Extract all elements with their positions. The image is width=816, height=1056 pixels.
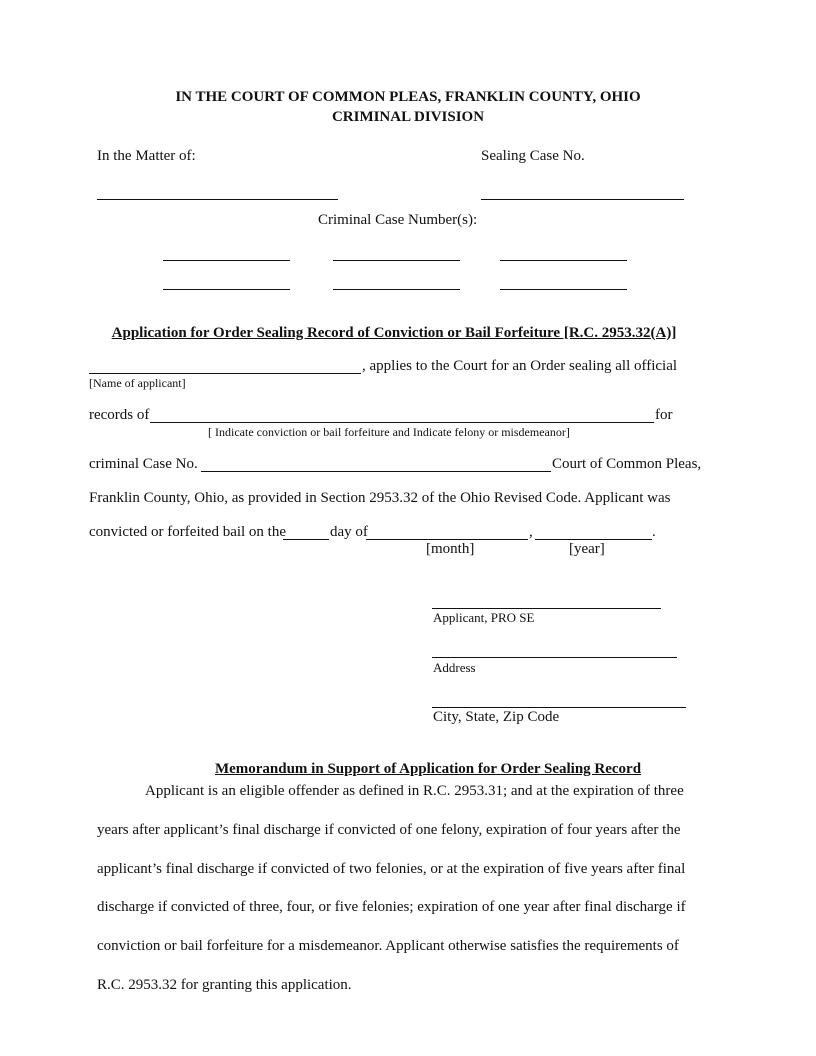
city-state-zip-label: City, State, Zip Code [433,709,560,725]
criminal-case-number-blank[interactable] [333,289,460,290]
name-of-applicant-hint: [Name of applicant] [89,376,186,390]
memorandum-line: applicant’s final discharge if convicted of two felonies, or at the expiration of five years after final [97,861,686,877]
memorandum-line: discharge if convicted of three, four, or five felonies; expiration of one year after final discharge if [97,899,686,915]
memorandum-line: conviction or bail forfeiture for a misdemeanor. Applicant otherwise satisfies the requirements of [97,938,679,954]
matter-label: In the Matter of: [97,148,196,164]
comma-text: , [529,524,533,540]
memorandum-line: Applicant is an eligible offender as defined in R.C. 2953.31; and at the expiration of three [145,783,684,799]
memorandum-title: Memorandum in Support of Application for Order Sealing Record [214,761,642,777]
records-of-label: records of [89,407,150,423]
year-hint: [year] [569,541,605,557]
matter-name-blank[interactable] [97,199,338,200]
for-label: for [655,407,673,423]
criminal-case-number-blank[interactable] [333,260,460,261]
month-hint: [month] [426,541,475,557]
division-heading: CRIMINAL DIVISION [331,109,485,125]
application-title: Application for Order Sealing Record of Conviction or Bail Forfeiture [R.C. 2953.32(A)] [111,325,677,341]
city-state-zip-blank[interactable] [432,707,686,708]
sealing-case-label: Sealing Case No. [481,148,585,164]
criminal-case-number-blank[interactable] [163,260,290,261]
records-type-blank[interactable] [150,422,654,423]
criminal-case-label: Criminal Case Number(s): [318,212,478,228]
applicant-name-blank[interactable] [89,373,361,374]
court-heading: IN THE COURT OF COMMON PLEAS, FRANKLIN COUNTY, OHIO [175,89,641,105]
address-label: Address [433,660,476,675]
address-blank[interactable] [432,657,677,658]
criminal-case-no-label: criminal Case No. [89,456,198,472]
court-of-common-pleas-text: Court of Common Pleas, [552,456,702,472]
application-line-4: Franklin County, Ohio, as provided in Section 2953.32 of the Ohio Revised Code. Applicant was [89,490,671,506]
applicant-pro-se-label: Applicant, PRO SE [433,610,535,625]
memorandum-line: years after applicant’s final discharge if convicted of one felony, expiration of four years after the [97,822,681,838]
month-blank[interactable] [366,539,528,540]
convicted-text: convicted or forfeited bail on the [89,524,287,540]
records-type-hint: [ Indicate conviction or bail forfeiture and Indicate felony or misdemeanor] [208,425,570,439]
case-number-blank[interactable] [201,471,551,472]
sealing-case-number-blank[interactable] [481,199,684,200]
criminal-case-number-blank[interactable] [500,260,627,261]
application-line-1: , applies to the Court for an Order sealing all official [362,358,678,374]
criminal-case-number-blank[interactable] [163,289,290,290]
applicant-signature-blank[interactable] [432,608,661,609]
criminal-case-number-blank[interactable] [500,289,627,290]
memorandum-line: R.C. 2953.32 for granting this application. [97,977,352,993]
period-text: . [652,524,656,540]
year-blank[interactable] [535,539,652,540]
day-of-text: day of [330,524,368,540]
day-blank[interactable] [283,539,329,540]
